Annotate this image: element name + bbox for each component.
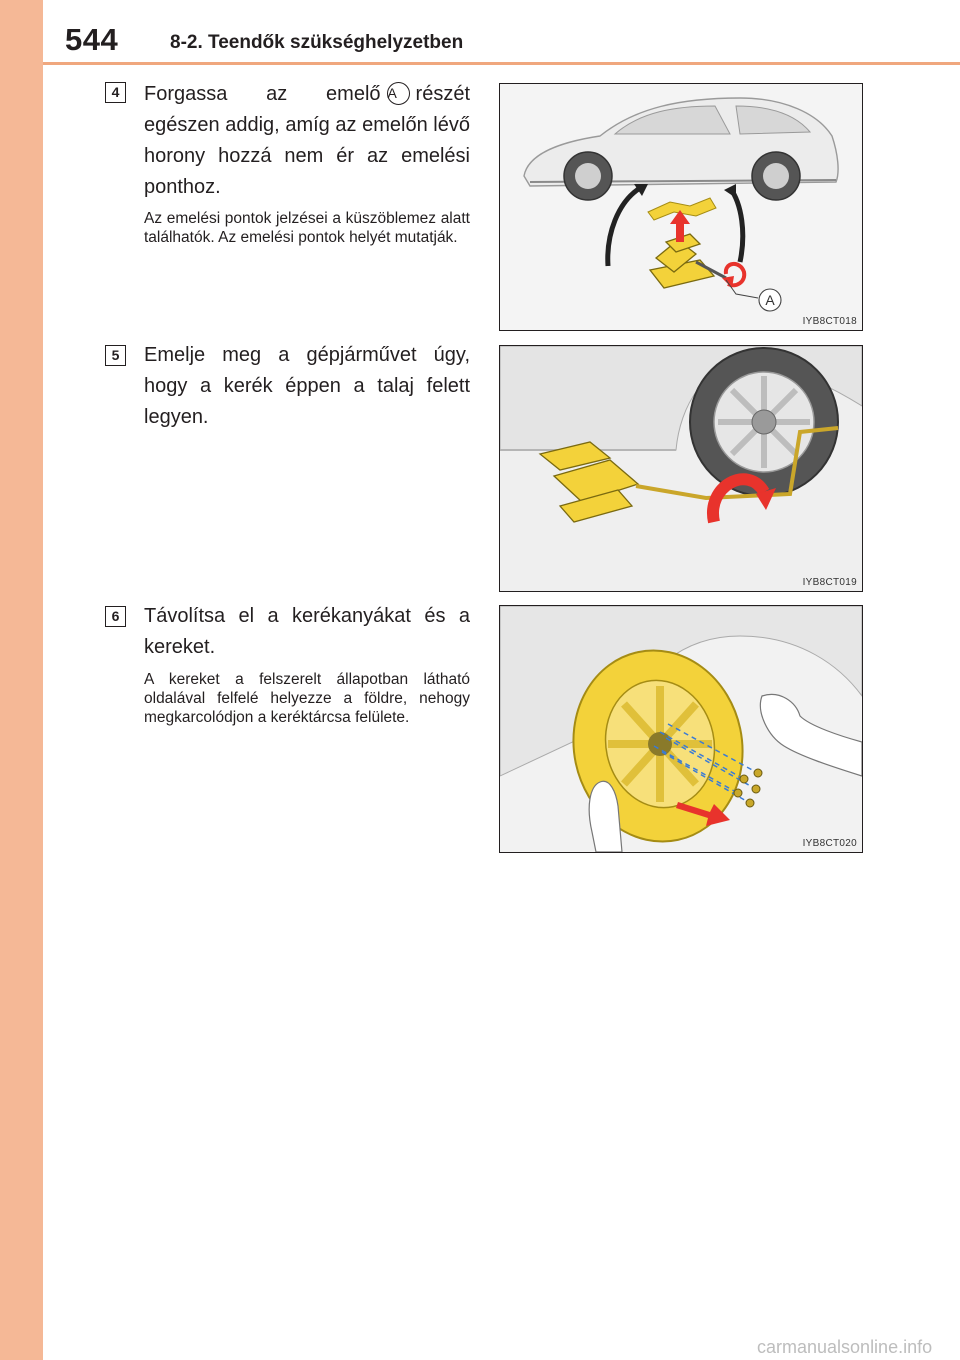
figure-code: IYB8CT018 <box>802 316 857 327</box>
step-4-note: Az emelési pontok jelzései a küszöblemez alatt találhatók. Az emelési pontok helyét mutatják. <box>144 210 470 246</box>
step-4-text-after: részét egészen addig, amíg az emelőn lévő horony hozzá nem ér az emelési ponthoz. <box>144 83 470 198</box>
step-4-text-before: Forgassa az emelő <box>144 83 381 105</box>
step-4-number: 4 <box>105 82 126 103</box>
header-rule <box>43 62 960 65</box>
figure-remove-wheel <box>499 605 863 853</box>
step-6-note: A kereket a felszerelt állapotban látható oldalával felfelé helyezze a földre, nehogy megkarcolódjon a keréktárcsa felülete. <box>144 671 470 726</box>
figure-jack-lift-points <box>499 83 863 331</box>
figure-code: IYB8CT020 <box>802 838 857 849</box>
step-5-number: 5 <box>105 345 126 366</box>
figure-callout-a: A <box>765 292 775 308</box>
remove-wheel-illustration <box>500 606 862 852</box>
figure-code: IYB8CT019 <box>802 577 857 588</box>
step-6-text: Távolítsa el a kerékanyákat és a kereket. <box>144 605 470 658</box>
step-5-text: Emelje meg a gépjárművet úgy, hogy a kerék éppen a talaj felett legyen. <box>144 344 470 428</box>
callout-a-marker: A <box>387 82 410 105</box>
raise-vehicle-illustration <box>500 346 862 591</box>
figure-raise-vehicle <box>499 345 863 592</box>
step-6-number: 6 <box>105 606 126 627</box>
page-number: 544 <box>65 22 119 57</box>
section-title: 8-2. Teendők szükséghelyzetben <box>170 32 464 53</box>
car-jack-illustration <box>500 84 862 330</box>
footer-watermark: carmanualsonline.info <box>757 1337 933 1357</box>
step-4-text <box>144 79 470 203</box>
side-color-bar <box>0 0 43 1360</box>
